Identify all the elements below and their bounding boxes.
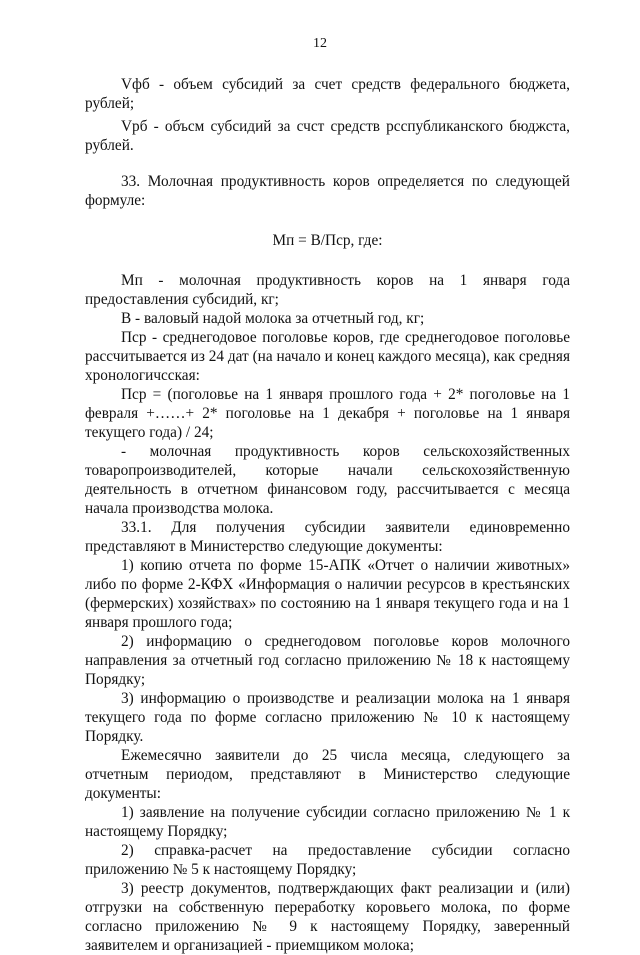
list-item-doc-1: 1) копию отчета по форме 15-АПК «Отчет о наличии животных» либо по форме 2-КФХ «Информация о наличии ресурсов в крестьянских (фермерских) хозяйствах» по состоянию на 1 января текущего года и на 1 января прошлого года; <box>85 557 570 631</box>
paragraph-new-producers: - молочная продуктивность коров сельскохозяйственных товаропроизводителей, которые начали сельскохозяйственную деятельность в отчетном финансовом году, рассчитывается с месяца начала производства молока. <box>85 443 570 517</box>
list-item-monthly-doc-1: 1) заявление на получение субсидии согласно приложению № 1 к настоящему Порядку; <box>85 804 570 840</box>
paragraph-33: 33. Молочная продуктивность коров определяется по следующей формуле: <box>85 173 570 209</box>
document-body <box>85 75 570 955</box>
paragraph-33-1: 33.1. Для получения субсидии заявители единовременно представляют в Министерство следующие документы: <box>85 519 570 555</box>
paragraph-v-definition: В - валовый надой молока за отчетный год, кг; <box>121 310 425 327</box>
paragraph-monthly: Ежемесячно заявители до 25 числа месяца, следующего за отчетным периодом, представляют в Министерство следующие документы: <box>85 747 570 802</box>
paragraph-vfb: Vфб - объем субсидий за счет средств федерального бюджета, рублей; <box>85 76 570 112</box>
paragraph-vrb: Vрб - объсм субсидий за счст средств рсспубликанского бюджста, рублей. <box>85 118 570 154</box>
list-item-doc-3: 3) информацию о производстве и реализации молока на 1 января текущего года по форме согласно приложению № 10 к настоящему Порядку. <box>85 690 570 745</box>
page-number: 12 <box>313 36 327 51</box>
formula-milk-productivity: Мп = В/Пср, где: <box>272 232 383 249</box>
list-item-monthly-doc-2: 2) справка-расчет на предоставление субсидии согласно приложению № 5 к настоящему Порядку; <box>85 842 570 878</box>
list-item-doc-2: 2) информацию о среднегодовом поголовье коров молочного направления за отчетный год согласно приложению № 18 к настоящему Порядку; <box>85 633 570 688</box>
paragraph-pcp-definition: Пср - среднегодовое поголовье коров, где среднегодовое поголовье рассчитывается из 24 дат (на начало и конец каждого месяца), как средняя хронологичсская: <box>85 329 570 384</box>
paragraph-pcp-formula: Пср = (поголовье на 1 января прошлого года + 2* поголовье на 1 февраля +……+ 2* поголовье на 1 декабря + поголовье на 1 января текущего года) / 24; <box>85 386 570 441</box>
paragraph-mp-definition: Мп - молочная продуктивность коров на 1 января года предоставления субсидий, кг; <box>85 272 570 308</box>
list-item-monthly-doc-3: 3) реестр документов, подтверждающих факт реализации и (или) отгрузки на собственную переработку коровьего молока, по форме согласно приложению № 9 к настоящему Порядку, заверенный заявителем и организацией - приемщиком молока; <box>85 880 570 954</box>
